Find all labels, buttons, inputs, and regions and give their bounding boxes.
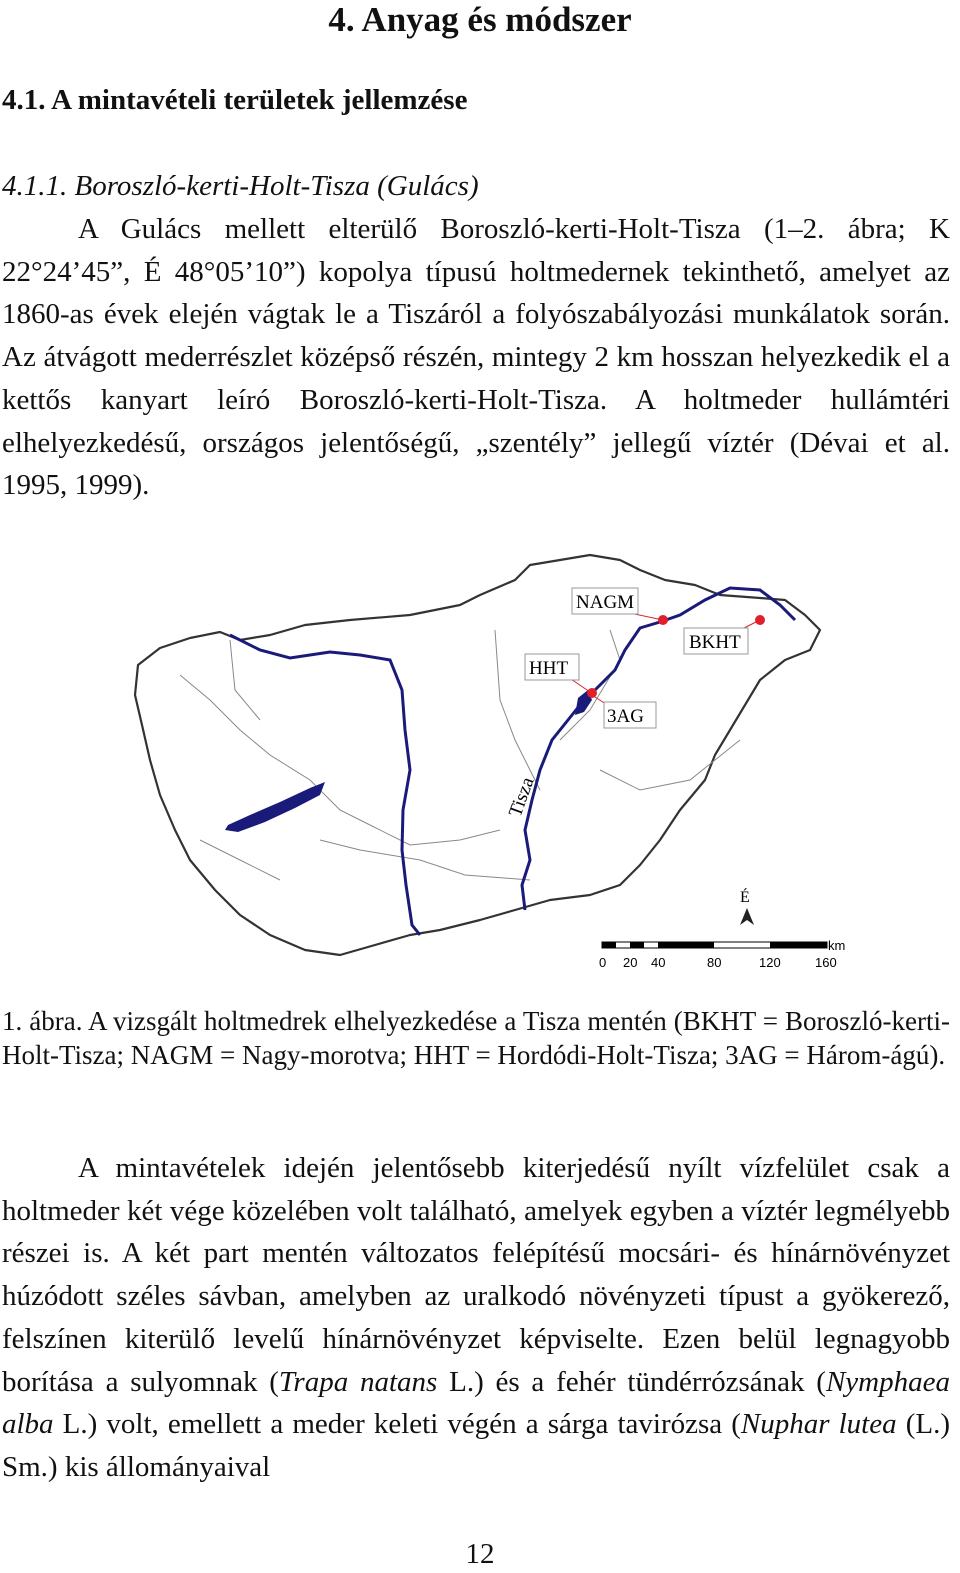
scale-tick: 160 <box>815 955 837 970</box>
scale-bar <box>599 938 845 970</box>
text-segment: A mintavételek idején jelentősebb kiterjedésű nyílt vízfelület csak a holtmeder két vége közelében volt található, amelyek egyben a víztér legmélyebb részei is. A két part mentén változatos felépítésű mocsári- és hínárnövényzet húzódott széles sávban, amelyben az uralkodó növényzeti típust a gyökerező, felszínen kiterülő levelű hínárnövényzet képviselte. Ezen belül legnagyobb borítása a sulyomnak ( <box>2 1152 950 1398</box>
page-number: 12 <box>465 1538 495 1570</box>
map-svg <box>120 540 860 980</box>
species-name: Nuphar lutea <box>740 1408 897 1441</box>
section-title: 4.1. A mintavételi területek jellemzése <box>2 84 468 116</box>
label-bkht: BKHT <box>689 632 741 653</box>
site-hht <box>587 688 597 698</box>
label-tisza: Tisza <box>504 774 539 820</box>
scale-tick: 80 <box>707 955 722 970</box>
text-segment: L.) volt, emellett a meder keleti végén a sárga tavirózsa ( <box>53 1408 741 1441</box>
text-segment: L.) és a fehér tündérrózsának ( <box>437 1365 826 1398</box>
site-nagm <box>658 615 668 625</box>
label-nagm: NAGM <box>576 592 635 613</box>
paragraph-intro: A Gulács mellett elterülő Boroszló-kerti-Holt-Tisza (1–2. ábra; K 22°24’45”, É 48°05’10”) kopolya típusú holtmedernek tekinthető, amelyet az 1860-as évek elején vágtak le a Tiszáról a folyószabályozási munkálatok során. Az átvágott mederrészlet középső részén, mintegy 2 km hosszan helyezkedik el a kettős kanyart leíró Boroszló-kerti-Holt-Tisza. A holtmeder hullámtéri elhelyezkedésű, országos jelentőségű, „szentély” jellegű víztér (Dévai et al. 1995, 1999). <box>2 213 950 502</box>
north-label: É <box>740 889 750 906</box>
scale-unit: km <box>828 938 846 953</box>
site-bkht <box>755 615 765 625</box>
text-segment: (L.) Sm.) kis állományaival <box>2 1408 950 1483</box>
hungary-map-figure <box>120 540 860 980</box>
north-arrow <box>740 887 754 925</box>
scale-tick: 40 <box>651 955 666 970</box>
scale-tick: 0 <box>599 955 607 970</box>
label-3ag: 3AG <box>607 706 644 727</box>
paragraph-vegetation <box>2 1147 950 1489</box>
chapter-title: 4. Anyag és módszer <box>328 0 632 39</box>
scale-tick: 120 <box>759 955 781 970</box>
species-name: Nymphaea alba <box>2 1365 950 1441</box>
label-hht: HHT <box>529 658 569 679</box>
country-border <box>135 555 820 955</box>
subsection-title: 4.1.1. Boroszló-kerti-Holt-Tisza (Gulács) <box>2 170 479 202</box>
scale-tick: 20 <box>623 955 638 970</box>
species-name: Trapa natans <box>278 1365 438 1398</box>
figure-caption: 1. ábra. A vizsgált holtmedrek elhelyezkedése a Tisza mentén (BKHT = Boroszló-kerti-Holt-Tisza; NAGM = Nagy-morotva; HHT = Hordódi-Holt-Tisza; 3AG = Három-ágú). <box>2 1006 950 1070</box>
